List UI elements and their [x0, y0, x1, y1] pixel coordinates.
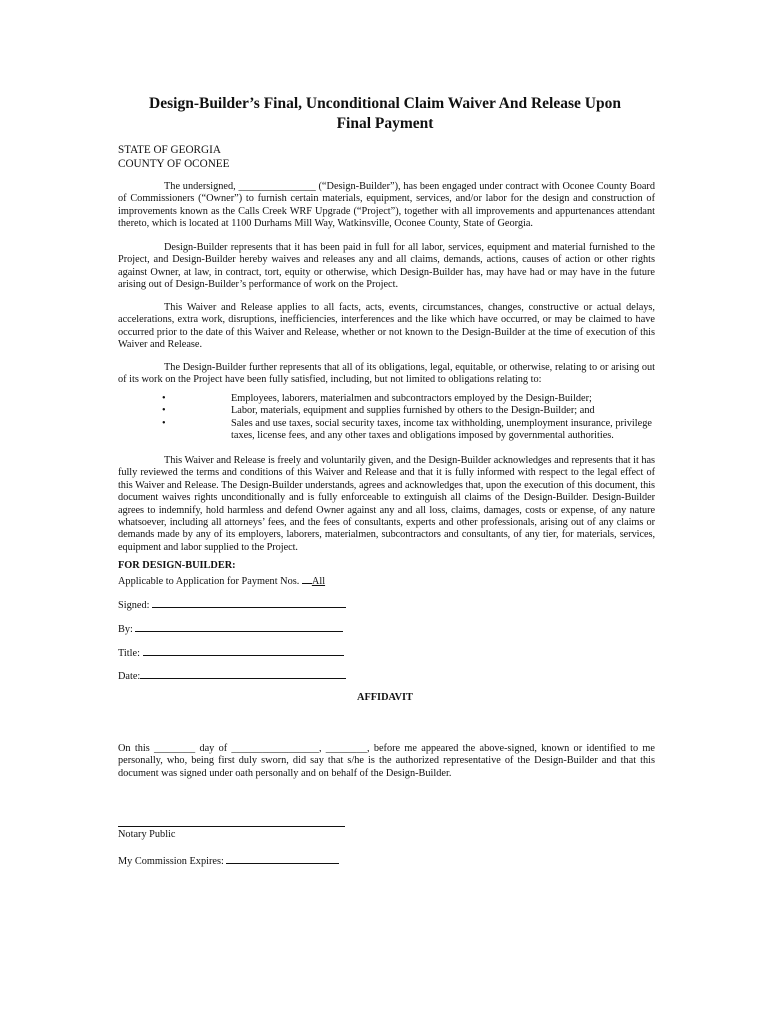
state-label: STATE OF GEORGIA [118, 144, 221, 156]
list-item [118, 393, 655, 405]
bullet-icon: • [162, 393, 166, 404]
obligations-list [118, 393, 655, 443]
affidavit-paragraph [118, 743, 655, 780]
paragraph-engagement [118, 181, 655, 231]
bullet-icon: • [162, 417, 166, 429]
notary-label: Notary Public [118, 829, 176, 840]
paragraph-text: Design-Builder represents that it has been paid in full for all labor, services, equipment and material furnished to the Project, and Design-Builder hereby waives and releases any and all claims, demands, actions, causes of action or other rights against Owner, at law, in contract, tort, equity or otherwise, which Design-Builder has, may have had or may have in the future arising out of Design-Builder’s performance of work on the Project. [118, 242, 655, 291]
commission-field[interactable] [226, 853, 339, 864]
jurisdiction-block [118, 144, 655, 171]
title-label: Title: [118, 648, 140, 659]
date-row [118, 668, 346, 682]
signed-label: Signed: [118, 600, 150, 611]
title-row [118, 645, 344, 659]
title-line-1: Design-Builder’s Final, Unconditional Claim Waiver And Release Upon [149, 95, 621, 112]
county-label: COUNTY OF OCONEE [118, 157, 230, 170]
paragraph-text: This Waiver and Release applies to all facts, acts, events, circumstances, changes, constructive or actual delays, accelerations, extra work, disruptions, inefficiencies, interferences and the like which have occurred, or may be claimed to have occurred prior to the date of this Waiver and Release, whether or not known to the Design-Builder at the time of execution of this Waiver and Release. [118, 302, 655, 351]
by-label: By: [118, 624, 133, 635]
by-field[interactable] [135, 621, 343, 632]
date-label: Date: [118, 671, 141, 682]
paragraph-obligations [118, 362, 655, 387]
list-item-text: Labor, materials, equipment and supplies furnished by others to the Design-Builder; and [231, 405, 595, 417]
list-item [118, 405, 655, 417]
date-field[interactable] [140, 668, 346, 679]
paragraph-acknowledgement [118, 455, 655, 554]
notary-signature-line[interactable] [118, 826, 345, 827]
paragraph-text: The Design-Builder further represents that all of its obligations, legal, equitable, or otherwise, relating to or arising out of its work on the Project have been fully satisfied, including, but not limited to obligations relating to: [118, 362, 655, 386]
paragraph-scope [118, 302, 655, 352]
paragraph-payment [118, 242, 655, 292]
by-row [118, 621, 343, 635]
list-item-text: Employees, laborers, materialmen and subcontractors employed by the Design-Builder; [231, 393, 592, 404]
affidavit-heading: AFFIDAVIT [357, 692, 413, 703]
signed-field[interactable] [152, 597, 346, 608]
application-row [118, 573, 325, 587]
list-item-text: Sales and use taxes, social security taxes, income tax withholding, unemployment insurance, privilege taxes, license fees, and any other taxes and obligations imposed by governmental authorities. [231, 417, 652, 442]
list-item [118, 418, 655, 443]
title-field[interactable] [143, 645, 344, 656]
affidavit-text: On this ________ day of _________________, ________, before me appeared the above-signed, known or identified to me personally, who, being first duly sworn, did say that s/he is the authorized representative of the Design-Builder and that this document was signed under oath personally and on behalf of the Design-Builder. [118, 743, 655, 779]
bullet-icon: • [162, 405, 166, 417]
title-line-2: Final Payment [336, 115, 434, 132]
paragraph-text: This Waiver and Release is freely and voluntarily given, and the Design-Builder acknowledges and represents that it has fully reviewed the terms and conditions of this Waiver and Release and that it is fully informed with respect to the legal effect of this Waiver and Release. The Design-Builder understands, agrees and acknowledges that, upon the execution of this document, this document waives rights unconditionally and is fully enforceable to extinguish all claims of the Design-Builder. Design-Builder agrees to indemnify, hold harmless and defend Owner against any and all loss, claims, damages, costs or expense, of any nature whatsoever, including all attorneys’ fees, and the fees of consultants, experts and other professionals, arising out of any claims or demands made by any of its employers, laborers, materialmen, subcontractors and consultants, of any tier, for materials, services, equipment and labor supplied to the Project. [118, 455, 655, 553]
signed-row [118, 597, 346, 611]
commission-label: My Commission Expires: [118, 856, 224, 867]
paragraph-text: The undersigned, _______________ (“Design-Builder”), has been engaged under contract with Oconee County Board of Commissioners (“Owner”) to furnish certain materials, equipment, services, and/or labor for the design and construction of improvements known as the Calls Creek WRF Upgrade (“Project”), together with all improvements and appurtenances attendant thereto, which is located at 1100 Durhams Mill Way, Watkinsville, Oconee County, State of Georgia. [118, 181, 655, 230]
application-field-pad [302, 573, 312, 584]
commission-row [118, 853, 339, 867]
application-value[interactable]: All [311, 576, 326, 587]
signature-heading: FOR DESIGN-BUILDER: [118, 560, 236, 571]
document-title [100, 94, 670, 134]
application-label: Applicable to Application for Payment Nos. [118, 576, 300, 587]
